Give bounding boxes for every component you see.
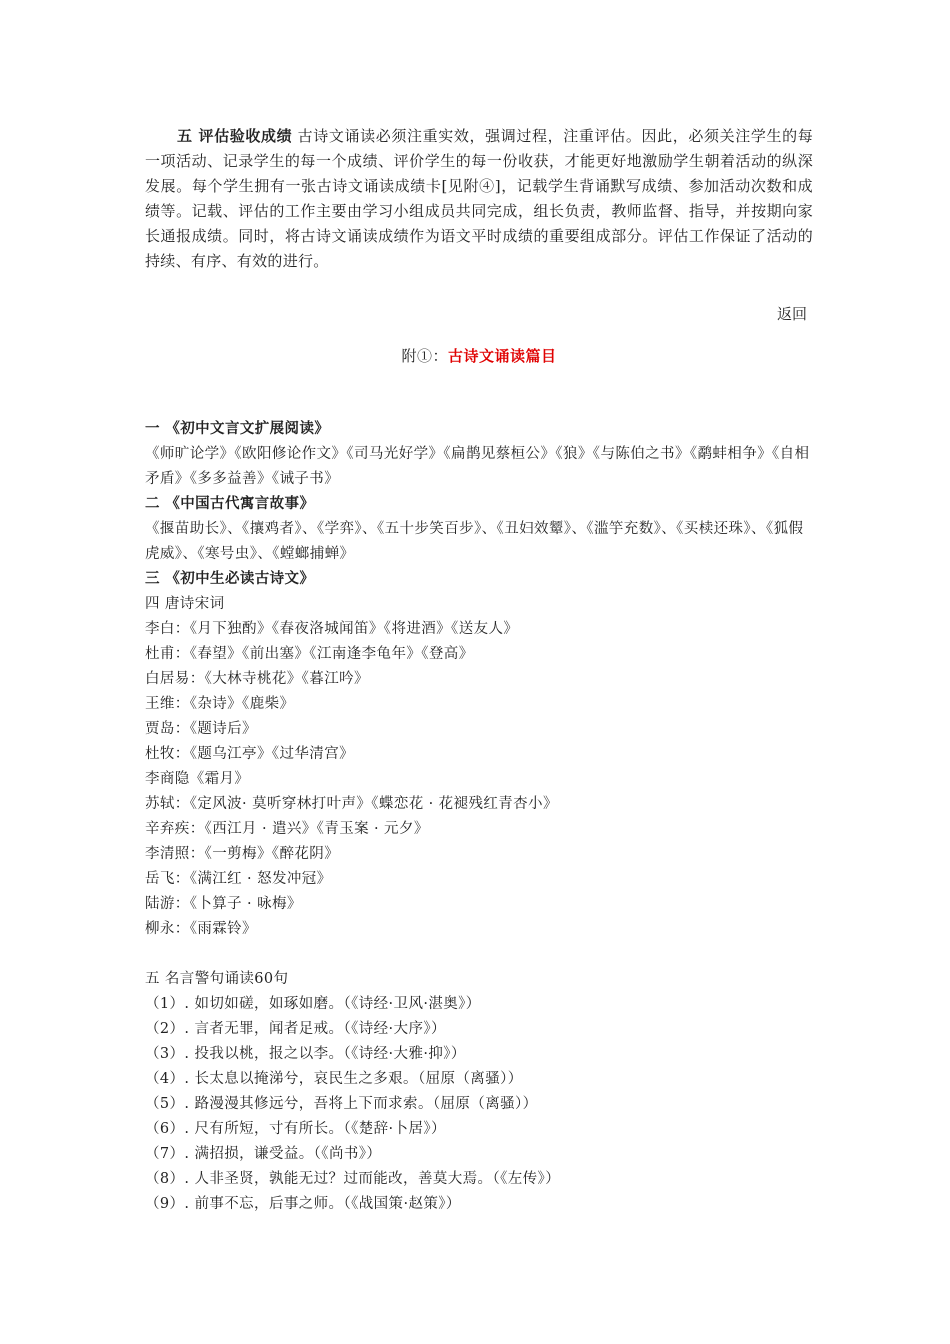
poet-line: 辛弃疾：《西江月 · 遣兴》《青玉案 · 元夕》 bbox=[145, 821, 429, 837]
document-page bbox=[145, 124, 813, 1217]
spacer bbox=[145, 942, 813, 967]
quote-line: （1）. 如切如磋，如琢如磨。（《诗经·卫风·湛奥》） bbox=[145, 996, 481, 1012]
poet-line: 李清照：《一剪梅》《醉花阴》 bbox=[145, 846, 340, 862]
poet-line: 杜甫：《春望》《前出塞》《江南逢李龟年》《登高》 bbox=[145, 646, 474, 662]
poet-line: 贾岛：《题诗后》 bbox=[145, 721, 257, 737]
poet-line: 杜牧：《题乌江亭》《过华清宫》 bbox=[145, 746, 354, 762]
poet-line: 苏轼：《定风波· 莫听穿林打叶声》《蝶恋花 · 花褪残红青杏小》 bbox=[145, 796, 558, 812]
list-heading: 一 《初中文言文扩展阅读》 bbox=[145, 421, 330, 437]
poet-line: 李商隐《霜月》 bbox=[145, 771, 250, 787]
quote-line: （5）. 路漫漫其修远兮，吾将上下而求索。（屈原（离骚）） bbox=[145, 1096, 538, 1112]
poet-line: 白居易：《大林寺桃花》《暮江吟》 bbox=[145, 671, 369, 687]
quote-line: （8）. 人非圣贤，孰能无过？过而能改，善莫大焉。（《左传》） bbox=[145, 1171, 561, 1187]
quote-line: （6）. 尺有所短，寸有所长。（《楚辞·卜居》） bbox=[145, 1121, 446, 1137]
poet-line: 柳永：《雨霖铃》 bbox=[145, 921, 257, 937]
quote-line: （9）. 前事不忘，后事之师。（《战国策·赵策》） bbox=[145, 1196, 461, 1212]
poet-line: 陆游：《卜算子 · 咏梅》 bbox=[145, 896, 302, 912]
list-heading: 三 《初中生必读古诗文》 bbox=[145, 571, 315, 587]
list-heading: 五 名言警句诵读60句 bbox=[145, 971, 289, 987]
list-heading: 四 唐诗宋词 bbox=[145, 596, 225, 612]
list-item: 《揠苗助长》、《攘鸡者》、《学弈》、《五十步笑百步》、《丑妇效颦》、《滥竽充数》、《买椟还珠》、《狐假虎威》、《寒号虫》、《螳螂捕蝉》 bbox=[145, 521, 804, 562]
poet-line: 王维：《杂诗》《鹿柴》 bbox=[145, 696, 295, 712]
quote-line: （2）. 言者无罪，闻者足戒。（《诗经·大序》） bbox=[145, 1021, 446, 1037]
appendix-title: 古诗文诵读篇目 bbox=[448, 347, 557, 365]
poet-line: 李白：《月下独酌》《春夜洛城闻笛》《将进酒》《送友人》 bbox=[145, 621, 519, 637]
section-5-paragraph bbox=[145, 124, 813, 274]
section-5-body: 古诗文诵读必须注重实效，强调过程，注重评估。因此，必须关注学生的每一项活动、记录学生的每一个成绩、评价学生的每一份收获，才能更好地激励学生朝着活动的纵深发展。每个学生拥有一张古诗文诵读成绩卡[见附④]，记载学生背诵默写成绩、参加活动次数和成绩等。记载、评估的工作主要由学习小组成员共同完成，组长负责，教师监督、指导，并按期向家长通报成绩。同时，将古诗文诵读成绩作为语文平时成绩的重要组成部分。评估工作保证了活动的持续、有序、有效的进行。 bbox=[145, 127, 814, 270]
back-link[interactable]: 返回 bbox=[776, 305, 807, 323]
list-item: 《师旷论学》《欧阳修论作文》《司马光好学》《扁鹊见蔡桓公》《狼》《与陈伯之书》《鹬蚌相争》《自相矛盾》《多多益善》《诫子书》 bbox=[145, 446, 810, 487]
appendix-prefix: 附①： bbox=[401, 347, 448, 365]
reading-list bbox=[145, 417, 813, 1217]
appendix-heading bbox=[145, 345, 813, 367]
list-heading: 二 《中国古代寓言故事》 bbox=[145, 496, 315, 512]
poet-line: 岳飞：《满江红 · 怒发冲冠》 bbox=[145, 871, 332, 887]
section-5-title: 五 评估验收成绩 bbox=[177, 127, 293, 145]
quote-line: （3）. 投我以桃，报之以李。（《诗经·大雅·抑》） bbox=[145, 1046, 466, 1062]
quote-line: （4）. 长太息以掩涕兮，哀民生之多艰。（屈原（离骚）） bbox=[145, 1071, 523, 1087]
quote-line: （7）. 满招损，谦受益。（《尚书》） bbox=[145, 1146, 382, 1162]
